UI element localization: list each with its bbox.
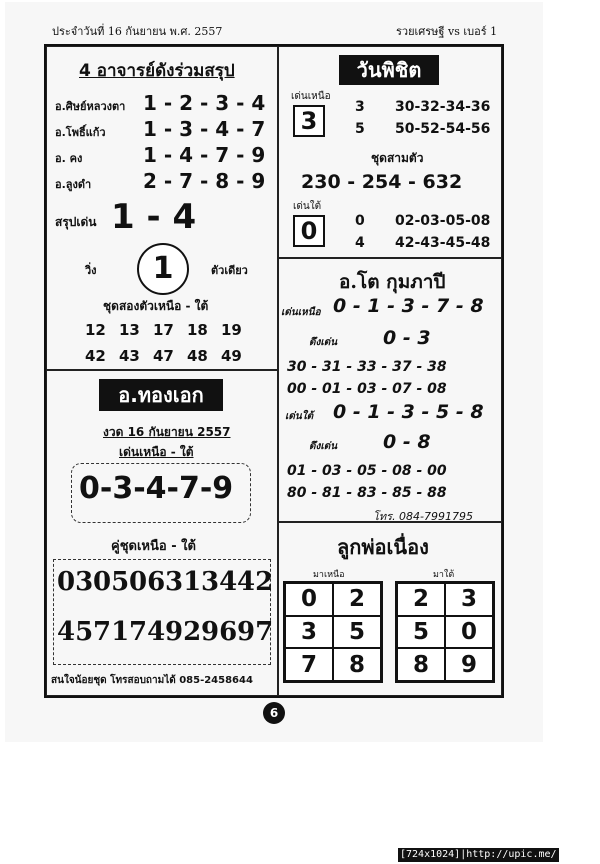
grid-digit: 0 [445, 616, 493, 649]
teachers-title: 4 อาจารย์ดังร่วมสรุป [79, 61, 235, 81]
pair-number: 96 [201, 617, 238, 647]
pair-number: 12 [85, 321, 106, 339]
pair-number: 03 [57, 567, 94, 597]
teacher-numbers: 1 - 2 - 3 - 4 [143, 91, 266, 115]
bottom-row-2: 80 - 81 - 83 - 85 - 88 [287, 485, 447, 501]
thongek-panel [46, 370, 278, 696]
thongek-sub: เด่นเหนือ - ใต้ [119, 445, 194, 459]
teacher-numbers: 2 - 7 - 8 - 9 [143, 169, 266, 193]
wanpichit-title: วันพิชิต [339, 55, 439, 85]
grid-digit: 8 [397, 648, 445, 681]
phone: โทร. 084-7991795 [373, 510, 474, 523]
teacher-numbers: 1 - 4 - 7 - 9 [143, 143, 266, 167]
right-label: มาใต้ [433, 570, 455, 580]
grid-digit: 2 [397, 583, 445, 616]
page-number: 6 [263, 702, 285, 724]
pair-number: 49 [221, 347, 242, 365]
bottom-line-key: 4 [355, 235, 365, 251]
grid-digit: 0 [285, 583, 333, 616]
pair-number: 17 [153, 321, 174, 339]
pair-number: 42 [85, 347, 106, 365]
top-pick-label: ดึงเด่น [309, 337, 338, 348]
pair-number: 48 [187, 347, 208, 365]
top-digit-box: 3 [293, 105, 325, 137]
pair-number: 06 [129, 567, 166, 597]
bottom-digit-box: 0 [293, 215, 325, 247]
bottom-line-values: 42-43-45-48 [395, 235, 491, 251]
header-date: ประจำวันที่ 16 กันยายน พ.ศ. 2557 [52, 25, 223, 38]
teacher-name: อ.ลูงดำ [55, 178, 92, 191]
bottom-row-1: 01 - 03 - 05 - 08 - 00 [287, 463, 447, 479]
draw-date: งวด 16 กันยายน 2557 [103, 425, 231, 439]
o-to-panel [278, 258, 502, 522]
grid-digit: 3 [445, 583, 493, 616]
summary-value: 1 - 4 [111, 197, 197, 237]
pair-number: 92 [165, 617, 202, 647]
top-line-key: 5 [355, 121, 365, 137]
teacher-name: อ. คง [55, 152, 83, 165]
grid-digit: 7 [285, 648, 333, 681]
pair-number: 31 [165, 567, 202, 597]
teachers-panel [46, 46, 278, 370]
pair-number: 45 [57, 617, 94, 647]
grid-digit: 8 [333, 648, 381, 681]
teacher-name: อ.ศิษย์หลวงตา [55, 100, 126, 113]
single-label: ตัวเดียว [211, 264, 248, 277]
pair-number: 19 [221, 321, 242, 339]
top-row-1: 30 - 31 - 33 - 37 - 38 [287, 359, 447, 375]
teacher-name: อ.โพธิ์แก้ว [55, 126, 106, 139]
header-publication: รวยเศรษฐี vs เบอร์ 1 [396, 25, 498, 38]
top-row-2: 00 - 01 - 03 - 07 - 08 [287, 381, 447, 397]
grid-digit: 2 [333, 583, 381, 616]
pair-number: 18 [187, 321, 208, 339]
contact: สนใจน้อยชุด โทรสอบถามได้ 085-2458644 [51, 675, 253, 686]
lukpho-panel [278, 522, 502, 696]
pair-number: 43 [119, 347, 140, 365]
pairs-title: คู่ชุดเหนือ - ใต้ [111, 539, 196, 554]
bottom-line-key: 0 [355, 213, 365, 229]
pair-number: 97 [237, 617, 274, 647]
top-value: 0 - 1 - 3 - 7 - 8 [333, 295, 484, 317]
bottom-pick: 0 - 8 [383, 431, 431, 453]
left-digit-grid [283, 581, 383, 683]
grid-digit: 5 [397, 616, 445, 649]
three-digit-label: ชุดสามตัว [371, 151, 424, 165]
bottom-pick-label: ดึงเด่น [309, 441, 338, 452]
pair-number: 34 [201, 567, 238, 597]
left-label: มาเหนือ [313, 570, 345, 580]
summary-label: สรุปเด่น [55, 215, 97, 229]
run-label: วิ่ง [85, 264, 97, 277]
run-digit-circle: 1 [137, 243, 189, 295]
teacher-numbers: 1 - 3 - 4 - 7 [143, 117, 266, 141]
pairs-title: ชุดสองตัวเหนือ - ใต้ [103, 299, 209, 313]
pair-number: 05 [93, 567, 130, 597]
pair-number: 42 [237, 567, 274, 597]
bottom-label: เด่นใต้ [293, 201, 322, 212]
pair-number: 71 [93, 617, 130, 647]
image-footer: [724x1024]|http://upic.me/ [400, 849, 557, 860]
bottom-label: เด่นใต้ [285, 411, 314, 422]
top-pick: 0 - 3 [383, 327, 431, 349]
grid-digit: 9 [445, 648, 493, 681]
top-line-values: 30-32-34-36 [395, 99, 491, 115]
top-line-values: 50-52-54-56 [395, 121, 491, 137]
pair-number: 74 [129, 617, 166, 647]
wanpichit-panel [278, 46, 502, 258]
top-label: เด่นเหนือ [291, 91, 331, 102]
lukpho-title: ลูกพ่อเนื่อง [337, 535, 429, 559]
main-number: 0-3-4-7-9 [79, 471, 234, 506]
thongek-title: อ.ทองเอก [99, 379, 223, 411]
right-digit-grid [395, 581, 495, 683]
grid-digit: 3 [285, 616, 333, 649]
pair-number: 13 [119, 321, 140, 339]
bottom-value: 0 - 1 - 3 - 5 - 8 [333, 401, 484, 423]
grid-digit: 5 [333, 616, 381, 649]
top-line-key: 3 [355, 99, 365, 115]
three-digit-value: 230 - 254 - 632 [301, 171, 463, 193]
top-label: เด่นเหนือ [281, 307, 321, 318]
o-to-title: อ.โต กุมภาปี [339, 271, 446, 293]
pair-number: 47 [153, 347, 174, 365]
bottom-line-values: 02-03-05-08 [395, 213, 491, 229]
